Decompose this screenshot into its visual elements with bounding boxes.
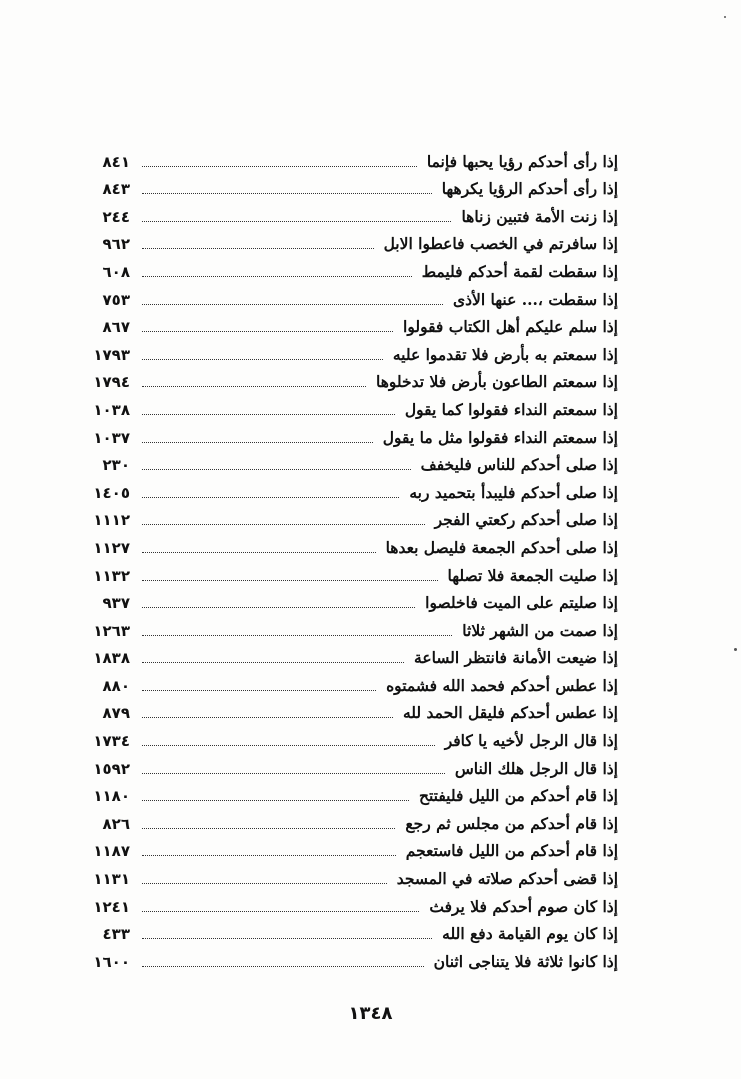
entry-text: إذا رأى أحدكم الرؤيا يكرهها xyxy=(441,179,618,199)
dot-leader xyxy=(142,359,383,360)
entry-page-number: ١١٢٧ xyxy=(93,538,130,557)
entry-page-number: ١١١٢ xyxy=(93,511,130,530)
entry-page-number: ١١٨٧ xyxy=(93,842,130,861)
index-entry xyxy=(70,807,618,835)
dot-leader xyxy=(142,221,451,222)
dot-leader xyxy=(142,773,445,774)
dot-leader xyxy=(142,745,435,746)
dot-leader xyxy=(142,193,432,194)
entry-page-number: ١٤٠٥ xyxy=(93,483,130,502)
entry-page-number: ١٥٩٢ xyxy=(93,759,130,778)
entry-text: إذا قال الرجل لأخيه يا كافر xyxy=(444,731,618,751)
entry-page-number: ١١٨٠ xyxy=(93,787,130,806)
page-speck xyxy=(734,648,737,651)
entry-page-number: ١٧٣٤ xyxy=(93,732,130,751)
dot-leader xyxy=(142,690,376,691)
entry-text: إذا سلم عليكم أهل الكتاب فقولوا xyxy=(403,317,618,337)
index-entry xyxy=(70,173,618,201)
index-entry xyxy=(70,283,618,311)
entry-text: إذا سقطت ،... عنها الأذى xyxy=(452,289,618,309)
dot-leader xyxy=(142,800,409,801)
entry-text: إذا قام أحدكم من مجلس ثم رجع xyxy=(405,813,618,833)
index-entry xyxy=(70,421,618,449)
entry-text: إذا عطس أحدكم فحمد الله فشمتوه xyxy=(386,675,618,695)
entry-text: إذا صلى أحدكم ركعتي الفجر xyxy=(434,510,618,530)
entry-text: إذا صلى أحدكم للناس فليخفف xyxy=(420,455,618,475)
index-entry xyxy=(70,559,618,587)
entry-page-number: ١٧٩٣ xyxy=(93,345,130,364)
entry-text: إذا صليتم على الميت فاخلصوا xyxy=(425,593,618,613)
index-entry xyxy=(70,724,618,752)
dot-leader xyxy=(142,497,399,498)
entry-page-number: ١٨٣٨ xyxy=(93,649,130,668)
index-entry xyxy=(70,531,618,559)
dot-leader xyxy=(142,276,412,277)
index-entry xyxy=(70,780,618,808)
dot-leader xyxy=(142,938,432,939)
entry-text: إذا زنت الأمة فتبين زناها xyxy=(461,206,618,226)
dot-leader xyxy=(142,469,411,470)
index-entry xyxy=(70,393,618,421)
index-entry xyxy=(70,945,618,973)
index-entry xyxy=(70,752,618,780)
index-entry xyxy=(70,311,618,339)
index-entry xyxy=(70,918,618,946)
index-entry xyxy=(70,449,618,477)
index-entry xyxy=(70,587,618,615)
entry-text: إذا سقطت لقمة أحدكم فليمط xyxy=(421,261,618,281)
entry-page-number: ١٢٤١ xyxy=(93,897,130,916)
index-entry xyxy=(70,476,618,504)
dot-leader xyxy=(142,966,424,967)
entry-page-number: ١٠٣٨ xyxy=(93,400,130,419)
page-number-footer: ١٣٤٨ xyxy=(348,1003,393,1024)
entry-page-number: ١٠٣٧ xyxy=(93,428,130,447)
index-entry xyxy=(70,642,618,670)
dot-leader xyxy=(142,855,396,856)
entry-page-number: ٤٣٣ xyxy=(102,925,130,944)
dot-leader xyxy=(142,580,438,581)
entry-text: إذا ضيعت الأمانة فانتظر الساعة xyxy=(414,648,618,668)
index-entry xyxy=(70,669,618,697)
dot-leader xyxy=(142,331,393,332)
entry-page-number: ٦٠٨ xyxy=(102,262,130,281)
entry-page-number: ٩٦٢ xyxy=(102,235,130,254)
entry-page-number: ١٦٠٠ xyxy=(93,952,130,971)
dot-leader xyxy=(142,386,366,387)
entry-text: إذا سمعتم النداء فقولوا كما يقول xyxy=(404,399,618,419)
entry-text: إذا صلى أحدكم الجمعة فليصل بعدها xyxy=(385,537,618,557)
entry-text: إذا قام أحدكم من الليل فليفتتح xyxy=(418,786,618,806)
entry-text: إذا صمت من الشهر ثلاثا xyxy=(462,620,618,640)
entry-page-number: ١١٣٢ xyxy=(93,566,130,585)
entry-page-number: ٧٥٣ xyxy=(102,290,130,309)
entry-page-number: ١٧٩٤ xyxy=(93,373,130,392)
entry-page-number: ٨٨٠ xyxy=(102,676,130,695)
entry-text: إذا صلى أحدكم فليبدأ بتحميد ربه xyxy=(409,482,618,502)
index-entry xyxy=(70,697,618,725)
page-speck xyxy=(724,16,726,18)
entry-text: إذا قال الرجل هلك الناس xyxy=(454,758,618,778)
dot-leader xyxy=(142,635,452,636)
entry-text: إذا قضى أحدكم صلاته في المسجد xyxy=(396,869,618,889)
dot-leader xyxy=(142,442,373,443)
index-entry xyxy=(70,255,618,283)
dot-leader xyxy=(142,552,376,553)
entry-text: إذا صليت الجمعة فلا تصلها xyxy=(447,565,618,585)
entry-text: إذا كانوا ثلاثة فلا يتناجى اثنان xyxy=(433,951,618,971)
entry-page-number: ٨٦٧ xyxy=(102,318,130,337)
index-entry xyxy=(70,200,618,228)
index-entry xyxy=(70,504,618,532)
dot-leader xyxy=(142,166,417,167)
dot-leader xyxy=(142,662,404,663)
index-entry xyxy=(70,366,618,394)
entry-text: إذا كان صوم أحدكم فلا يرفث xyxy=(429,896,618,916)
entry-text: إذا سمعتم النداء فقولوا مثل ما يقول xyxy=(382,427,618,447)
entry-text: إذا قام أحدكم من الليل فاستعجم xyxy=(405,841,618,861)
entry-page-number: ١٢٦٣ xyxy=(93,621,130,640)
entry-page-number: ٨٤٣ xyxy=(102,180,130,199)
entry-text: إذا سمعتم الطاعون بأرض فلا تدخلوها xyxy=(375,372,618,392)
index-entry xyxy=(70,145,618,173)
dot-leader xyxy=(142,524,425,525)
entry-page-number: ١١٣١ xyxy=(93,870,130,889)
dot-leader xyxy=(142,883,387,884)
index-entry xyxy=(70,835,618,863)
index-entry xyxy=(70,862,618,890)
entry-page-number: ٨٧٩ xyxy=(102,704,130,723)
dot-leader xyxy=(142,248,374,249)
entry-page-number: ٩٣٧ xyxy=(102,594,130,613)
entry-text: إذا سافرتم في الخصب فاعطوا الابل xyxy=(383,234,618,254)
index-entry xyxy=(70,338,618,366)
entry-text: إذا عطس أحدكم فليقل الحمد لله xyxy=(402,703,618,723)
index-entry xyxy=(70,614,618,642)
dot-leader xyxy=(142,828,395,829)
entry-text: إذا كان يوم القيامة دفع الله xyxy=(442,924,618,944)
entry-page-number: ٨٤١ xyxy=(102,152,130,171)
entry-text: إذا سمعتم به بأرض فلا تقدموا عليه xyxy=(392,344,618,364)
dot-leader xyxy=(142,911,419,912)
entry-text: إذا رأى أحدكم رؤيا يحبها فإنما xyxy=(426,151,618,171)
hadith-index-list xyxy=(70,145,618,973)
entry-page-number: ٢٣٠ xyxy=(102,456,130,475)
dot-leader xyxy=(142,607,415,608)
dot-leader xyxy=(142,304,443,305)
index-entry xyxy=(70,890,618,918)
dot-leader xyxy=(142,717,393,718)
entry-page-number: ٨٢٦ xyxy=(102,814,130,833)
dot-leader xyxy=(142,414,395,415)
index-entry xyxy=(70,228,618,256)
entry-page-number: ٢٤٤ xyxy=(102,207,130,226)
